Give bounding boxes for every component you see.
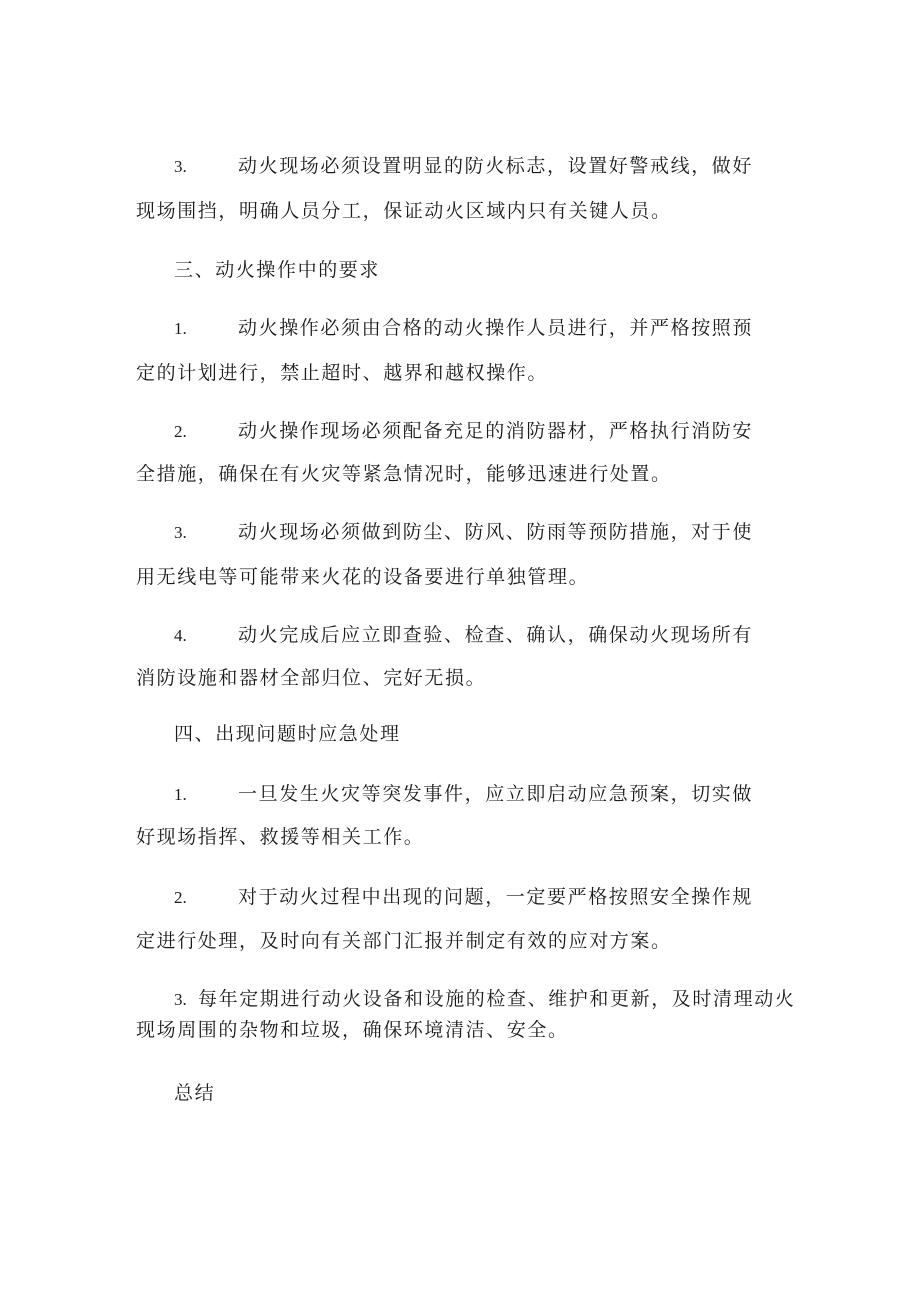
- list-number: 1.: [174, 319, 187, 338]
- list-number: 1.: [174, 785, 187, 804]
- list-number: 3.: [174, 523, 187, 542]
- paragraph-line: 动火现场必须做到防尘、防风、防雨等预防措施，对于使: [238, 521, 754, 543]
- paragraph-line: 定进行处理，及时向有关部门汇报并制定有效的应对方案。: [136, 930, 672, 952]
- paragraph-line: 动火操作现场必须配备充足的消防器材，严格执行消防安: [238, 420, 754, 442]
- section-heading: 三、动火操作中的要求: [174, 259, 381, 281]
- list-number: 3.: [174, 990, 187, 1009]
- list-number: 3.: [174, 157, 187, 176]
- paragraph-line: 每年定期进行动火设备和设施的检查、维护和更新，及时清理动火: [198, 988, 796, 1010]
- section-heading: 四、出现问题时应急处理: [174, 723, 401, 745]
- list-number: 4.: [174, 626, 187, 645]
- paragraph-line: 消防设施和器材全部归位、完好无损。: [136, 667, 487, 689]
- paragraph-line: 现场周围的杂物和垃圾，确保环境清洁、安全。: [136, 1019, 569, 1041]
- paragraph-line: 全措施，确保在有火灾等紧急情况时，能够迅速进行处置。: [136, 463, 672, 485]
- section-heading: 总结: [174, 1082, 216, 1104]
- paragraph-line: 动火现场必须设置明显的防火标志，设置好警戒线，做好: [238, 155, 754, 177]
- paragraph-line: 定的计划进行，禁止超时、越界和越权操作。: [136, 362, 549, 384]
- paragraph-line: 动火完成后应立即查验、检查、确认，确保动火现场所有: [238, 624, 754, 646]
- paragraph-line: 好现场指挥、救援等相关工作。: [136, 826, 425, 848]
- list-number: 2.: [174, 422, 187, 441]
- list-number: 2.: [174, 888, 187, 907]
- paragraph-line: 用无线电等可能带来火花的设备要进行单独管理。: [136, 566, 590, 588]
- paragraph-line: 一旦发生火灾等突发事件，应立即启动应急预案，切实做: [238, 783, 754, 805]
- paragraph-line: 对于动火过程中出现的问题，一定要严格按照安全操作规: [238, 886, 754, 908]
- paragraph-line: 现场围挡，明确人员分工，保证动火区域内只有关键人员。: [136, 200, 672, 222]
- paragraph-line: 动火操作必须由合格的动火操作人员进行，并严格按照预: [238, 317, 754, 339]
